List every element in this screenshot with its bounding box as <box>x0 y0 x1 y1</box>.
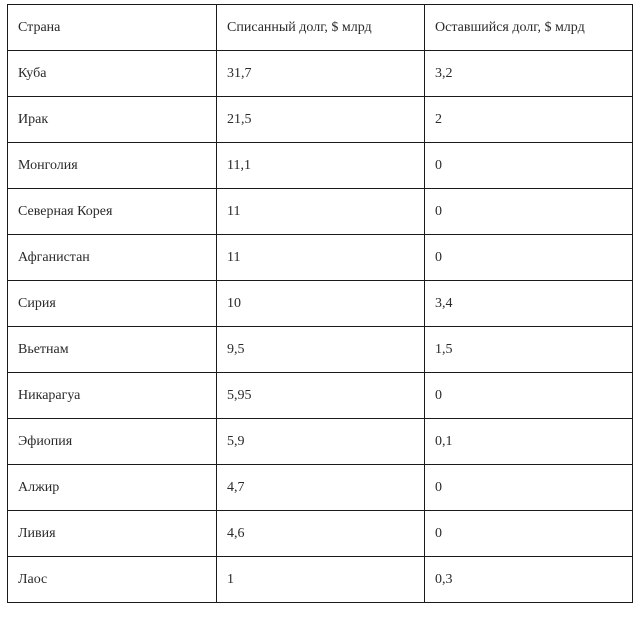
cell-written-off-debt: 11 <box>217 235 425 281</box>
table-row <box>8 373 633 419</box>
cell-country: Никарагуа <box>8 373 217 419</box>
cell-remaining-debt: 0 <box>425 465 633 511</box>
cell-remaining-debt: 1,5 <box>425 327 633 373</box>
cell-written-off-debt: 31,7 <box>217 51 425 97</box>
cell-written-off-debt: 11 <box>217 189 425 235</box>
table-row <box>8 143 633 189</box>
cell-country: Ливия <box>8 511 217 557</box>
header-written-off-debt: Списанный долг, $ млрд <box>217 5 425 51</box>
cell-country: Вьетнам <box>8 327 217 373</box>
cell-country: Эфиопия <box>8 419 217 465</box>
table-body <box>8 51 633 603</box>
cell-written-off-debt: 21,5 <box>217 97 425 143</box>
table-header-row <box>8 5 633 51</box>
cell-country: Куба <box>8 51 217 97</box>
cell-remaining-debt: 3,2 <box>425 51 633 97</box>
table-row <box>8 511 633 557</box>
table-row <box>8 419 633 465</box>
header-country: Страна <box>8 5 217 51</box>
cell-country: Северная Корея <box>8 189 217 235</box>
cell-remaining-debt: 0 <box>425 235 633 281</box>
cell-written-off-debt: 4,6 <box>217 511 425 557</box>
cell-written-off-debt: 9,5 <box>217 327 425 373</box>
table-row <box>8 327 633 373</box>
cell-written-off-debt: 5,95 <box>217 373 425 419</box>
cell-remaining-debt: 0 <box>425 143 633 189</box>
cell-remaining-debt: 0,1 <box>425 419 633 465</box>
cell-country: Лаос <box>8 557 217 603</box>
cell-remaining-debt: 0 <box>425 189 633 235</box>
table-row <box>8 235 633 281</box>
cell-written-off-debt: 11,1 <box>217 143 425 189</box>
table-row <box>8 465 633 511</box>
cell-written-off-debt: 4,7 <box>217 465 425 511</box>
cell-country: Сирия <box>8 281 217 327</box>
cell-remaining-debt: 0,3 <box>425 557 633 603</box>
cell-written-off-debt: 10 <box>217 281 425 327</box>
table-row <box>8 281 633 327</box>
debt-table <box>7 4 633 603</box>
cell-country: Монголия <box>8 143 217 189</box>
debt-table-container <box>7 4 632 603</box>
cell-country: Ирак <box>8 97 217 143</box>
cell-remaining-debt: 3,4 <box>425 281 633 327</box>
cell-written-off-debt: 1 <box>217 557 425 603</box>
table-row <box>8 189 633 235</box>
cell-country: Алжир <box>8 465 217 511</box>
table-row <box>8 51 633 97</box>
header-remaining-debt: Оставшийся долг, $ млрд <box>425 5 633 51</box>
cell-remaining-debt: 0 <box>425 373 633 419</box>
cell-remaining-debt: 2 <box>425 97 633 143</box>
cell-remaining-debt: 0 <box>425 511 633 557</box>
table-row <box>8 97 633 143</box>
cell-written-off-debt: 5,9 <box>217 419 425 465</box>
cell-country: Афганистан <box>8 235 217 281</box>
table-row <box>8 557 633 603</box>
